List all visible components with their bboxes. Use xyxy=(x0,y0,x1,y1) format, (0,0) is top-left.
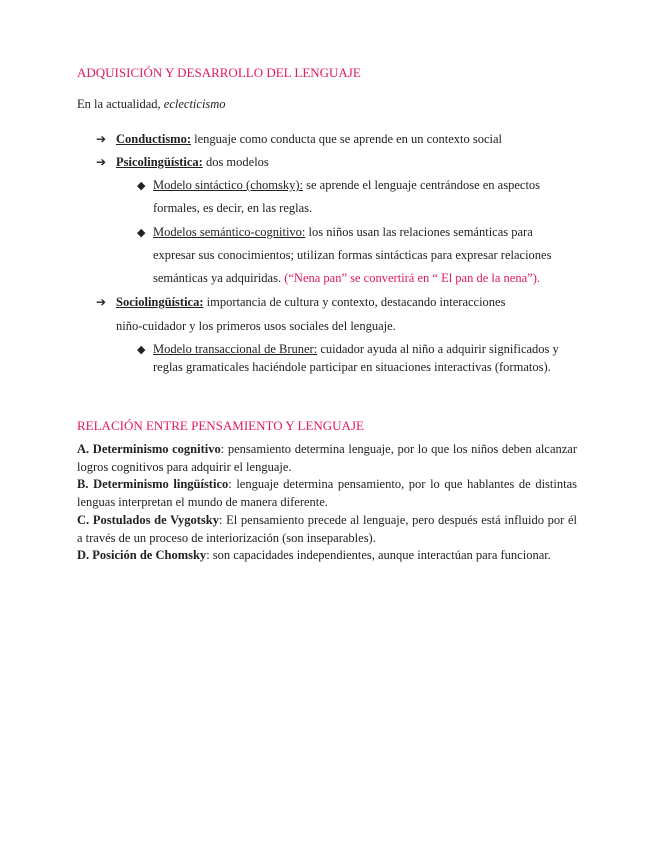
term-sociolinguistica: Sociolingüística: xyxy=(116,295,204,309)
intro-line xyxy=(77,97,226,112)
label-vygotsky: C. Postulados de Vygotsky xyxy=(77,513,219,527)
text-modelo-sintactico-line1: se aprende el lenguaje centrándose en aspectos xyxy=(302,178,541,192)
arrow-bullet-icon: ➔ xyxy=(96,132,107,146)
text-modelo-bruner-line2: reglas gramaticales haciéndole participar en situaciones interactivas (formatos). xyxy=(153,360,551,374)
text-modelo-semantico-line3-plain: semánticas ya adquiridas. xyxy=(153,271,285,285)
text-modelo-bruner-line1: cuidador ayuda al niño a adquirir significados y xyxy=(317,342,559,356)
text-psicolinguistica: dos modelos xyxy=(202,155,269,169)
term-conductismo: Conductismo: xyxy=(116,132,192,146)
term-modelo-semantico: Modelos semántico-cognitivo: xyxy=(153,225,306,239)
paragraph-determinismo-linguistico xyxy=(77,476,577,511)
text-modelo-semantico-line3 xyxy=(153,271,540,286)
paragraph-vygotsky xyxy=(77,512,577,547)
intro-prefix: En la actualidad, xyxy=(77,97,164,111)
diamond-bullet-icon: ◆ xyxy=(137,179,146,192)
label-determinismo-linguistico: B. Determinismo lingüístico xyxy=(77,477,229,491)
term-modelo-sintactico: Modelo sintáctico (chomsky): xyxy=(153,178,303,192)
text-sociolinguistica-line2: niño-cuidador y los primeros usos sociales del lenguaje. xyxy=(116,319,396,333)
arrow-bullet-icon: ➔ xyxy=(96,155,107,169)
section-title-adquisicion: ADQUISICIÓN Y DESARROLLO DEL LENGUAJE xyxy=(77,65,361,80)
sub-item-modelo-bruner xyxy=(137,342,559,357)
diamond-bullet-icon: ◆ xyxy=(137,343,146,356)
text-vygotsky: : El pensamiento precede al lenguaje, pero después está influido por él a través de un proceso de interiorización (son inseparables). xyxy=(77,513,577,545)
term-modelo-bruner: Modelo transaccional de Bruner: xyxy=(153,342,318,356)
list-item-sociolinguistica xyxy=(96,295,505,310)
text-chomsky: : son capacidades independientes, aunque interactúan para funcionar. xyxy=(206,548,551,562)
text-modelo-sintactico-line2: formales, es decir, en las reglas. xyxy=(153,201,313,215)
intro-italic: eclecticismo xyxy=(163,97,226,111)
term-psicolinguistica: Psicolingüística: xyxy=(116,155,203,169)
label-chomsky: D. Posición de Chomsky xyxy=(77,548,207,562)
arrow-bullet-icon: ➔ xyxy=(96,295,107,309)
list-item-psicolinguistica xyxy=(96,155,269,170)
label-determinismo-cognitivo: A. Determinismo cognitivo xyxy=(77,442,221,456)
diamond-bullet-icon: ◆ xyxy=(137,226,146,239)
text-conductismo: lenguaje como conducta que se aprende en un contexto social xyxy=(191,132,503,146)
paragraph-chomsky xyxy=(77,547,577,565)
paragraph-determinismo-cognitivo xyxy=(77,441,577,476)
text-determinismo-linguistico: : lenguaje determina pensamiento, por lo que hablantes de distintas lenguas interpretan el mundo de manera diferente. xyxy=(77,477,577,509)
text-modelo-semantico-line2: expresar sus conocimientos; utilizan formas sintácticas para expresar relaciones xyxy=(153,248,552,262)
text-determinismo-cognitivo: : pensamiento determina lenguaje, por lo que los niños deben alcanzar logros cognitivos para adquirir el lenguaje. xyxy=(77,442,577,474)
list-item-conductismo xyxy=(96,132,502,147)
text-sociolinguistica-line1: importancia de cultura y contexto, destacando interacciones xyxy=(203,295,506,309)
sub-item-modelo-sintactico xyxy=(137,178,540,193)
sub-item-modelo-semantico xyxy=(137,225,533,240)
section-title-relacion: RELACIÓN ENTRE PENSAMIENTO Y LENGUAJE xyxy=(77,418,364,433)
text-modelo-semantico-line1: los niños usan las relaciones semánticas para xyxy=(305,225,533,239)
example-quote: (“Nena pan” se convertirá en “ El pan de la nena”). xyxy=(284,271,540,285)
